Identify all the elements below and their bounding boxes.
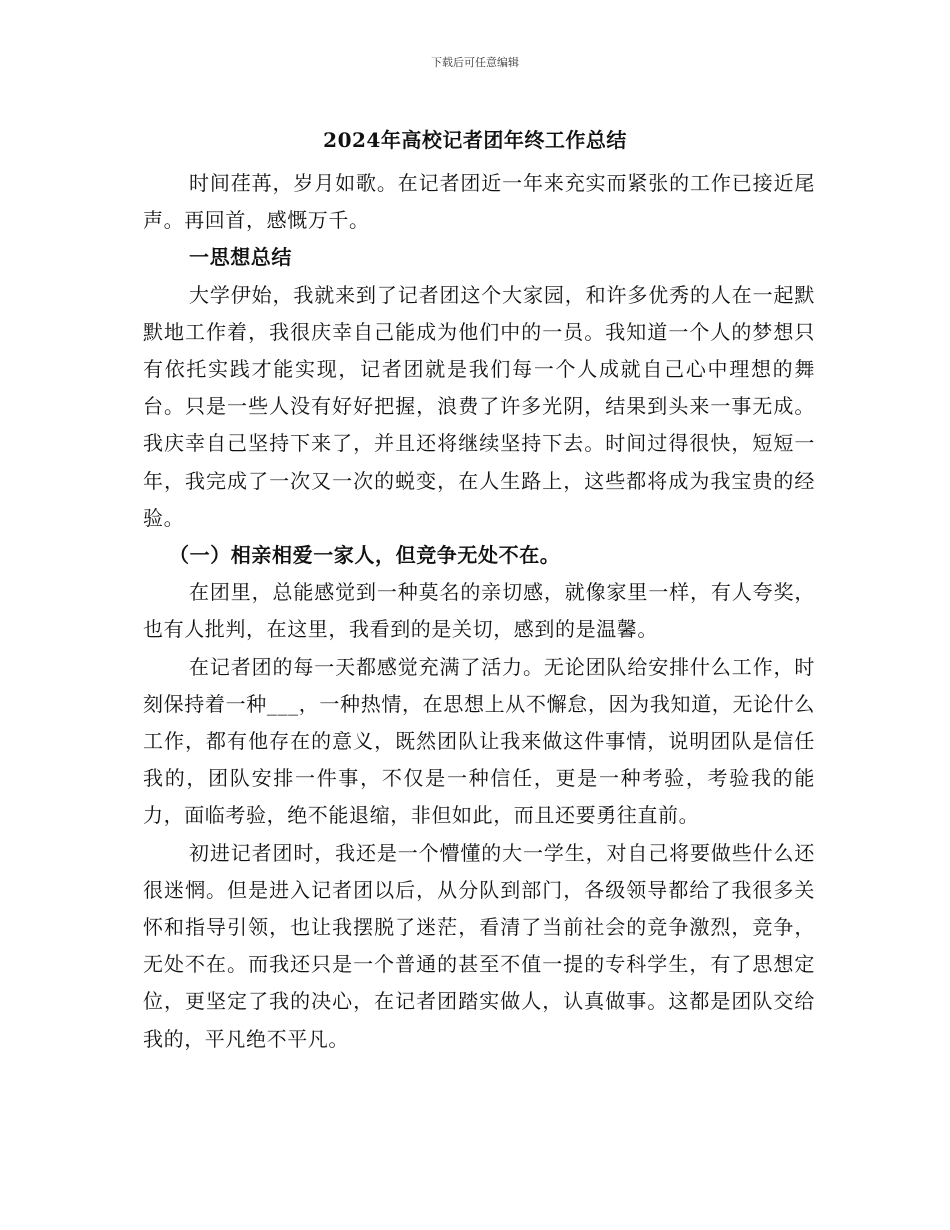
body-paragraph: 在团里，总能感觉到一种莫名的亲切感，就像家里一样，有人夸奖，也有人批判，在这里，我看到的是关切，感到的是温馨。 — [143, 580, 815, 642]
section-heading-thought-summary: 一思想总结 — [189, 245, 292, 270]
subsection-heading: （一）相亲相爱一家人，但竞争无处不在。 — [169, 543, 561, 568]
header-note: 下载后可任意编辑 — [431, 56, 519, 69]
body-paragraph: 初进记者团时，我还是一个懵懂的大一学生，对自己将要做些什么还很迷惘。但是进入记者团以后，从分队到部门，各级领导都给了我很多关怀和指导引领，也让我摆脱了迷茫，看清了当前社会的竞争激烈，竞争，无处不在。而我还只是一个普通的甚至不值一提的专科学生，有了思想定位，更坚定了我的决心，在记者团踏实做人，认真做事。这都是团队交给我的，平凡绝不平凡。 — [143, 840, 815, 1051]
intro-paragraph: 时间荏苒，岁月如歌。在记者团近一年来充实而紧张的工作已接近尾声。再回首，感慨万千。 — [143, 171, 815, 233]
body-paragraph: 大学伊始，我就来到了记者团这个大家园，和许多优秀的人在一起默默地工作着，我很庆幸自己能成为他们中的一员。我知道一个人的梦想只有依托实践才能实现，记者团就是我们每一个人成就自己心中理想的舞台。只是一些人没有好好把握，浪费了许多光阴，结果到头来一事无成。我庆幸自己坚持下来了，并且还将继续坚持下去。时间过得很快，短短一年，我完成了一次又一次的蜕变，在人生路上，这些都将成为我宝贵的经验。 — [143, 282, 815, 530]
document-title: 2024年高校记者团年终工作总结 — [323, 128, 627, 152]
document-body — [143, 165, 815, 1058]
body-paragraph: 在记者团的每一天都感觉充满了活力。无论团队给安排什么工作，时刻保持着一种___，一种热情，在思想上从不懈怠，因为我知道，无论什么工作，都有他存在的意义，既然团队让我来做这件事情，说明团队是信任我的，团队安排一件事，不仅是一种信任，更是一种考验，考验我的能力，面临考验，绝不能退缩，非但如此，而且还要勇往直前。 — [143, 654, 815, 828]
